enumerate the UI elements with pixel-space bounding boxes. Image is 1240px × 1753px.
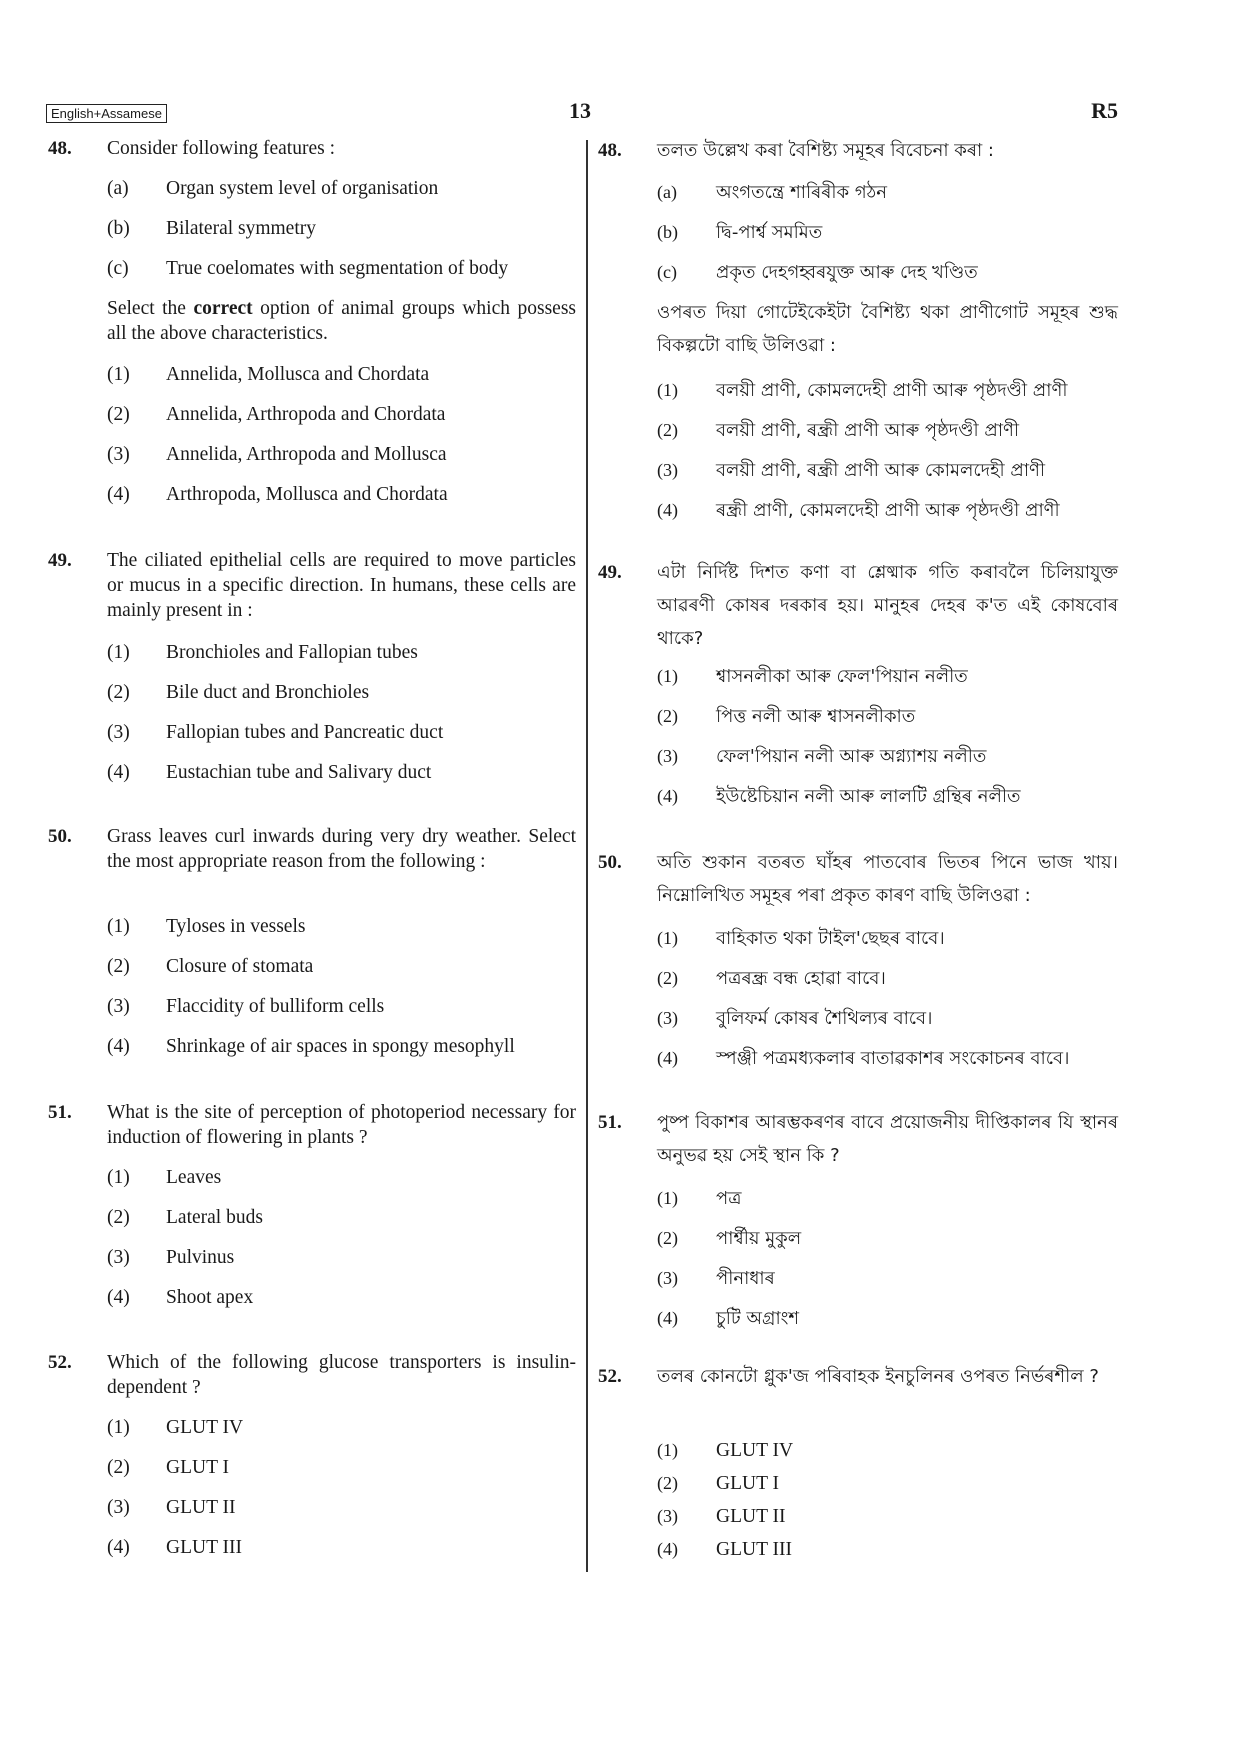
option-item[interactable] — [657, 784, 1021, 809]
option-item[interactable] — [107, 442, 447, 467]
option-item[interactable] — [657, 1306, 799, 1331]
option-item[interactable] — [107, 1285, 253, 1310]
option-text: GLUT II — [716, 1506, 786, 1527]
option-item[interactable] — [107, 720, 443, 745]
option-item[interactable] — [657, 458, 1045, 483]
option-number: (2) — [107, 404, 130, 425]
paper-code: R5 — [1091, 98, 1118, 123]
option-number: (1) — [657, 1440, 678, 1460]
question-stem: এটা নিৰ্দিষ্ট দিশত কণা বা শ্লেষ্মাক গতি কৰাবলৈ চিলিয়াযুক্ত আৱৰণী কোষৰ দৰকাৰ হয়। মানুহৰ দেহৰ ক'ত এই কোষবোৰ থাকে? — [657, 562, 1118, 649]
option-text: স্পঞ্জী পত্ৰমধ্যকলাৰ বাতাৱকাশৰ সংকোচনৰ বাবে। — [716, 1048, 1070, 1069]
option-text: বলয়ী প্ৰাণী, ৰন্ধ্ৰী প্ৰাণী আৰু পৃষ্ঠদণ্ডী প্ৰাণী — [716, 420, 1020, 441]
option-item[interactable] — [657, 966, 886, 991]
feature-label: (c) — [107, 258, 129, 279]
option-item[interactable] — [107, 1455, 229, 1480]
option-text: Closure of stomata — [166, 956, 314, 977]
question-stem: What is the site of perception of photoperiod necessary for induction of flowering in plants ? — [107, 1102, 576, 1148]
option-text: Flaccidity of bulliform cells — [166, 996, 385, 1017]
option-text: Annelida, Mollusca and Chordata — [166, 364, 430, 385]
option-text: শ্বাসনলীকা আৰু ফেল'পিয়ান নলীত — [716, 666, 968, 687]
option-text: Shoot apex — [166, 1287, 254, 1308]
option-item[interactable] — [107, 954, 313, 979]
question-number: 49. — [598, 562, 622, 583]
feature-label: (b) — [107, 218, 130, 239]
question-50-en — [48, 824, 576, 1057]
option-item[interactable] — [657, 1006, 933, 1031]
instruction-text: option of animal groups which possess all the above characteristics. — [107, 298, 577, 344]
option-number: (1) — [107, 916, 130, 937]
option-item[interactable] — [657, 418, 1019, 443]
option-text: Tyloses in vessels — [166, 916, 306, 937]
option-text: Lateral buds — [166, 1207, 263, 1228]
option-item[interactable] — [657, 664, 968, 689]
option-text: বলয়ী প্ৰাণী, কোমলদেহী প্ৰাণী আৰু পৃষ্ঠদণ্ডী প্ৰাণী — [716, 380, 1068, 401]
option-number: (2) — [657, 706, 678, 726]
option-number: (2) — [657, 420, 678, 440]
option-number: (2) — [657, 1228, 678, 1248]
option-item[interactable] — [657, 1046, 1069, 1071]
question-stem: তলত উল্লেখ কৰা বৈশিষ্ট্য সমূহৰ বিবেচনা কৰা : — [657, 140, 994, 161]
language-tag: English+Assamese — [46, 104, 167, 123]
question-49-as — [598, 556, 1118, 807]
option-text: বুলিফৰ্ম কোষৰ শৈথিল্যৰ বাবে। — [716, 1008, 933, 1029]
question-number: 48. — [48, 138, 72, 159]
question-52-en — [48, 1350, 576, 1558]
option-text: Shrinkage of air spaces in spongy mesophyll — [166, 1036, 515, 1057]
option-number: (2) — [657, 1473, 678, 1493]
instruction-text: Select the — [107, 298, 194, 319]
option-item[interactable] — [107, 994, 384, 1019]
option-text: ফেল'পিয়ান নলী আৰু অগ্ন্যাশয় নলীত — [716, 746, 987, 767]
option-item[interactable] — [107, 1535, 242, 1560]
question-number: 52. — [48, 1352, 72, 1373]
question-number: 52. — [598, 1366, 622, 1387]
option-text: পিত্ত নলী আৰু শ্বাসনলীকাত — [716, 706, 916, 727]
option-number: (3) — [657, 746, 678, 766]
option-text: Pulvinus — [166, 1247, 235, 1268]
option-number: (4) — [657, 1308, 678, 1328]
option-text: Eustachian tube and Salivary duct — [166, 762, 432, 783]
option-text: পত্ৰৰন্ধ্ৰ বন্ধ হোৱা বাবে। — [716, 968, 886, 989]
option-item[interactable] — [657, 1438, 793, 1463]
instruction-emphasis: correct — [193, 298, 253, 319]
option-text: Arthropoda, Mollusca and Chordata — [166, 484, 448, 505]
question-instruction — [107, 296, 576, 346]
option-item[interactable] — [107, 1415, 243, 1440]
question-number: 49. — [48, 550, 72, 571]
option-number: (3) — [657, 1008, 678, 1028]
option-number: (3) — [657, 1268, 678, 1288]
option-number: (1) — [657, 666, 678, 686]
option-item[interactable] — [657, 1537, 792, 1562]
option-number: (3) — [107, 996, 130, 1017]
option-item[interactable] — [657, 1504, 786, 1529]
option-number: (4) — [657, 1539, 678, 1559]
option-text: Bile duct and Bronchioles — [166, 682, 370, 703]
option-number: (2) — [107, 1207, 130, 1228]
column-divider — [586, 140, 588, 1572]
option-item[interactable] — [657, 744, 986, 769]
option-number: (3) — [107, 722, 130, 743]
feature-item — [107, 256, 508, 281]
option-number: (4) — [657, 786, 678, 806]
option-number: (4) — [107, 484, 130, 505]
question-stem: Consider following features : — [107, 138, 335, 159]
option-number: (1) — [107, 642, 130, 663]
option-number: (1) — [657, 1188, 678, 1208]
question-51-en — [48, 1100, 576, 1308]
option-item[interactable] — [107, 1165, 221, 1190]
option-text: ৰন্ধ্ৰী প্ৰাণী, কোমলদেহী প্ৰাণী আৰু পৃষ্ঠদণ্ডী প্ৰাণী — [716, 500, 1060, 521]
feature-text: True coelomates with segmentation of body — [166, 258, 509, 279]
option-text: GLUT IV — [716, 1440, 794, 1461]
question-stem: পুষ্প বিকাশৰ আৰম্ভকৰণৰ বাবে প্ৰয়োজনীয় দীপ্তিকালৰ যি স্থানৰ অনুভৱ হয় সেই স্থান কি ? — [657, 1112, 1118, 1166]
option-number: (1) — [107, 364, 130, 385]
option-item[interactable] — [107, 402, 445, 427]
option-item[interactable] — [107, 760, 431, 785]
option-item[interactable] — [107, 362, 429, 387]
option-number: (2) — [107, 1457, 130, 1478]
option-text: পাৰ্শ্বীয় মুকুল — [716, 1228, 802, 1249]
question-number: 50. — [48, 826, 72, 847]
option-number: (4) — [657, 1048, 678, 1068]
option-item[interactable] — [107, 914, 305, 939]
option-number: (3) — [107, 1247, 130, 1268]
feature-text: অংগতন্ত্ৰে শাৰিৰীক গঠন — [716, 182, 888, 203]
option-text: বাহিকাত থকা টাইল'ছেছৰ বাবে। — [716, 928, 945, 949]
option-item[interactable] — [657, 926, 945, 951]
option-text: ইউষ্টেচিয়ান নলী আৰু লালটি গ্ৰন্থিৰ নলীত — [716, 786, 1021, 807]
option-item[interactable] — [107, 482, 448, 507]
option-number: (2) — [657, 968, 678, 988]
question-instruction: ওপৰত দিয়া গোটেইকেইটা বৈশিষ্ট্য থকা প্ৰাণীগোট সমূহৰ শুদ্ধ বিকল্পটো বাছি উলিওৱা : — [657, 302, 1118, 356]
question-stem: Grass leaves curl inwards during very dry weather. Select the most appropriate reason from the following : — [107, 826, 576, 872]
option-item[interactable] — [107, 680, 369, 705]
option-number: (1) — [657, 928, 678, 948]
option-item[interactable] — [657, 704, 915, 729]
option-text: GLUT III — [716, 1539, 792, 1560]
option-number: (4) — [107, 1537, 130, 1558]
question-48-en — [48, 136, 577, 505]
option-text: Annelida, Arthropoda and Chordata — [166, 404, 446, 425]
option-text: চুটি অগ্ৰাংশ — [716, 1308, 800, 1329]
option-item[interactable] — [657, 1471, 779, 1496]
option-text: GLUT I — [716, 1473, 780, 1494]
feature-label: (c) — [657, 262, 677, 282]
question-number: 50. — [598, 852, 622, 873]
option-text: Leaves — [166, 1167, 222, 1188]
option-item[interactable] — [657, 498, 1060, 523]
feature-item — [107, 176, 438, 201]
option-text: Fallopian tubes and Pancreatic duct — [166, 722, 444, 743]
question-51-as — [598, 1106, 1118, 1329]
feature-text: Bilateral symmetry — [166, 218, 317, 239]
option-item[interactable] — [107, 1495, 236, 1520]
option-number: (4) — [657, 500, 678, 520]
option-number: (4) — [107, 1036, 130, 1057]
feature-label: (a) — [107, 178, 129, 199]
feature-text: Organ system level of organisation — [166, 178, 439, 199]
question-50-as — [598, 846, 1118, 1069]
option-text: GLUT I — [166, 1457, 230, 1478]
option-item[interactable] — [107, 640, 418, 665]
question-number: 51. — [598, 1112, 622, 1133]
option-text: পত্ৰ — [716, 1188, 742, 1209]
option-number: (1) — [657, 380, 678, 400]
option-number: (2) — [107, 956, 130, 977]
option-text: বলয়ী প্ৰাণী, ৰন্ধ্ৰী প্ৰাণী আৰু কোমলদেহী প্ৰাণী — [716, 460, 1046, 481]
feature-item — [657, 220, 822, 245]
option-item[interactable] — [107, 1205, 263, 1230]
option-item[interactable] — [107, 1245, 234, 1270]
option-text: GLUT IV — [166, 1417, 244, 1438]
feature-label: (a) — [657, 182, 677, 202]
option-text: পীনাধাৰ — [716, 1268, 775, 1289]
option-number: (3) — [107, 444, 130, 465]
feature-item — [657, 260, 978, 285]
feature-text: প্ৰকৃত দেহগহ্বৰযুক্ত আৰু দেহ খণ্ডিত — [716, 262, 978, 283]
option-number: (2) — [107, 682, 130, 703]
option-number: (4) — [107, 1287, 130, 1308]
page-number: 13 — [569, 98, 591, 123]
option-number: (1) — [107, 1417, 130, 1438]
option-number: (3) — [657, 1506, 678, 1526]
question-52-as — [598, 1360, 1118, 1560]
option-item[interactable] — [657, 1186, 741, 1211]
option-item[interactable] — [657, 378, 1067, 403]
feature-item — [107, 216, 316, 241]
question-number: 51. — [48, 1102, 72, 1123]
option-text: Annelida, Arthropoda and Mollusca — [166, 444, 447, 465]
question-stem: Which of the following glucose transporters is insulin-dependent ? — [107, 1352, 576, 1398]
option-number: (4) — [107, 762, 130, 783]
feature-text: দ্বি-পাৰ্শ্ব সমমিত — [716, 222, 823, 243]
option-number: (1) — [107, 1167, 130, 1188]
feature-item — [657, 180, 887, 205]
option-item[interactable] — [657, 1266, 775, 1291]
option-item[interactable] — [657, 1226, 801, 1251]
question-stem: The ciliated epithelial cells are required to move particles or mucus in a specific direction. In humans, these cells are mainly present in : — [107, 550, 576, 621]
question-49-en — [48, 548, 576, 783]
option-text: GLUT III — [166, 1537, 242, 1558]
option-text: Bronchioles and Fallopian tubes — [166, 642, 418, 663]
option-text: GLUT II — [166, 1497, 236, 1518]
question-number: 48. — [598, 140, 622, 161]
option-number: (3) — [107, 1497, 130, 1518]
question-stem: তলৰ কোনটো গ্লুক'জ পৰিবাহক ইনচুলিনৰ ওপৰত নিৰ্ভৰশীল ? — [657, 1366, 1099, 1387]
feature-label: (b) — [657, 222, 678, 242]
option-item[interactable] — [107, 1034, 515, 1059]
question-stem: অতি শুকান বতৰত ঘাঁহৰ পাতবোৰ ভিতৰ পিনে ভাজ খায়। নিম্নোলিখিত সমূহৰ পৰা প্ৰকৃত কাৰণ বাছি উলিওৱা : — [657, 852, 1118, 906]
question-48-as — [598, 138, 1118, 521]
option-number: (3) — [657, 460, 678, 480]
